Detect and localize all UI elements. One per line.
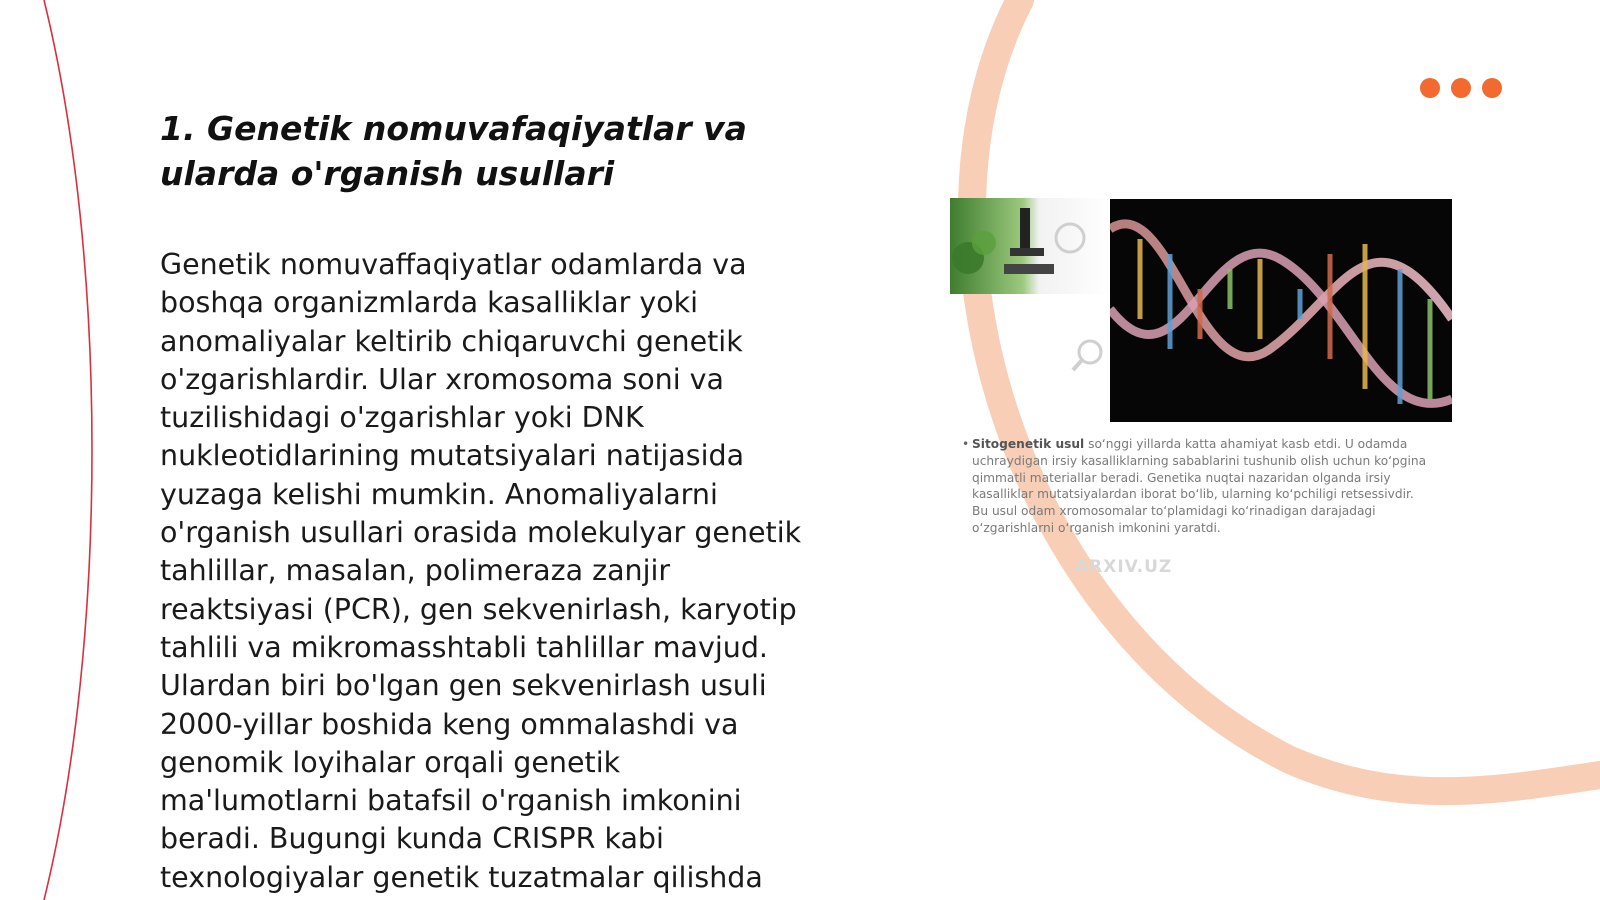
- magnifier-icon: [1070, 338, 1106, 374]
- slide-title: 1. Genetik nomuvafaqiyatlar va ularda o'rganish usullari: [160, 109, 747, 193]
- dot: [1482, 78, 1502, 98]
- dot: [1420, 78, 1440, 98]
- lab-microscope-thumbnail: [950, 198, 1112, 294]
- slide-body-text: Genetik nomuvaffaqiyatlar odamlarda va boshqa organizmlarda kasalliklar yoki anomaliyalar keltirib chiqaruvchi genetik o'zgarishlardir. Ular xromosoma soni va tuzilishidagi o'zgarishlar yoki DNK nukleotidlarining mutatsiyalari natijasida yuzaga kelishi mumkin. Anomaliyalarni o'rganish usullari orasida molekulyar genetik tahlillar, masalan, polimeraza zanjir reaktsiyasi (PCR), gen sekvenirlash, karyotip tahlili va mikromasshtabli tahlillar mavjud. Ulardan biri bo'lgan gen sekvenirlash usuli 2000-yillar boshida keng ommalashdi va genomik loyihalar orqali genetik ma'lumotlarni batafsil o'rganish imkonini beradi. Bugungi kunda CRISPR kabi texnologiyalar genetik tuzatmalar qilishda: [160, 248, 802, 894]
- image-caption: [962, 436, 1432, 537]
- caption-text: so‘nggi yillarda katta ahamiyat kasb etdi. U odamda uchraydigan irsiy kasalliklarning sabablarini tushunib olish uchun ko‘pgina qimmatli materiallar beradi. Genetika nuqtai nazaridan olganda irsiy kasalliklar mutatsiyalardan iborat bo‘lib, ularning ko‘pchiligi retsessivdir. Bu usul odam xromosomalar to‘plamidagi ko‘rinadigan darajadagi o‘zgarishlarni o‘rganish imkonini yaratdi.: [972, 437, 1427, 535]
- watermark: ARXIV.UZ: [1075, 557, 1173, 577]
- caption-bullet: •: [962, 437, 970, 451]
- menu-dots-icon: [1420, 78, 1502, 98]
- dna-helix-image: [1110, 199, 1452, 422]
- left-curve-line: [44, 0, 92, 900]
- caption-lead: Sitogenetik usul: [972, 437, 1085, 451]
- dot: [1451, 78, 1471, 98]
